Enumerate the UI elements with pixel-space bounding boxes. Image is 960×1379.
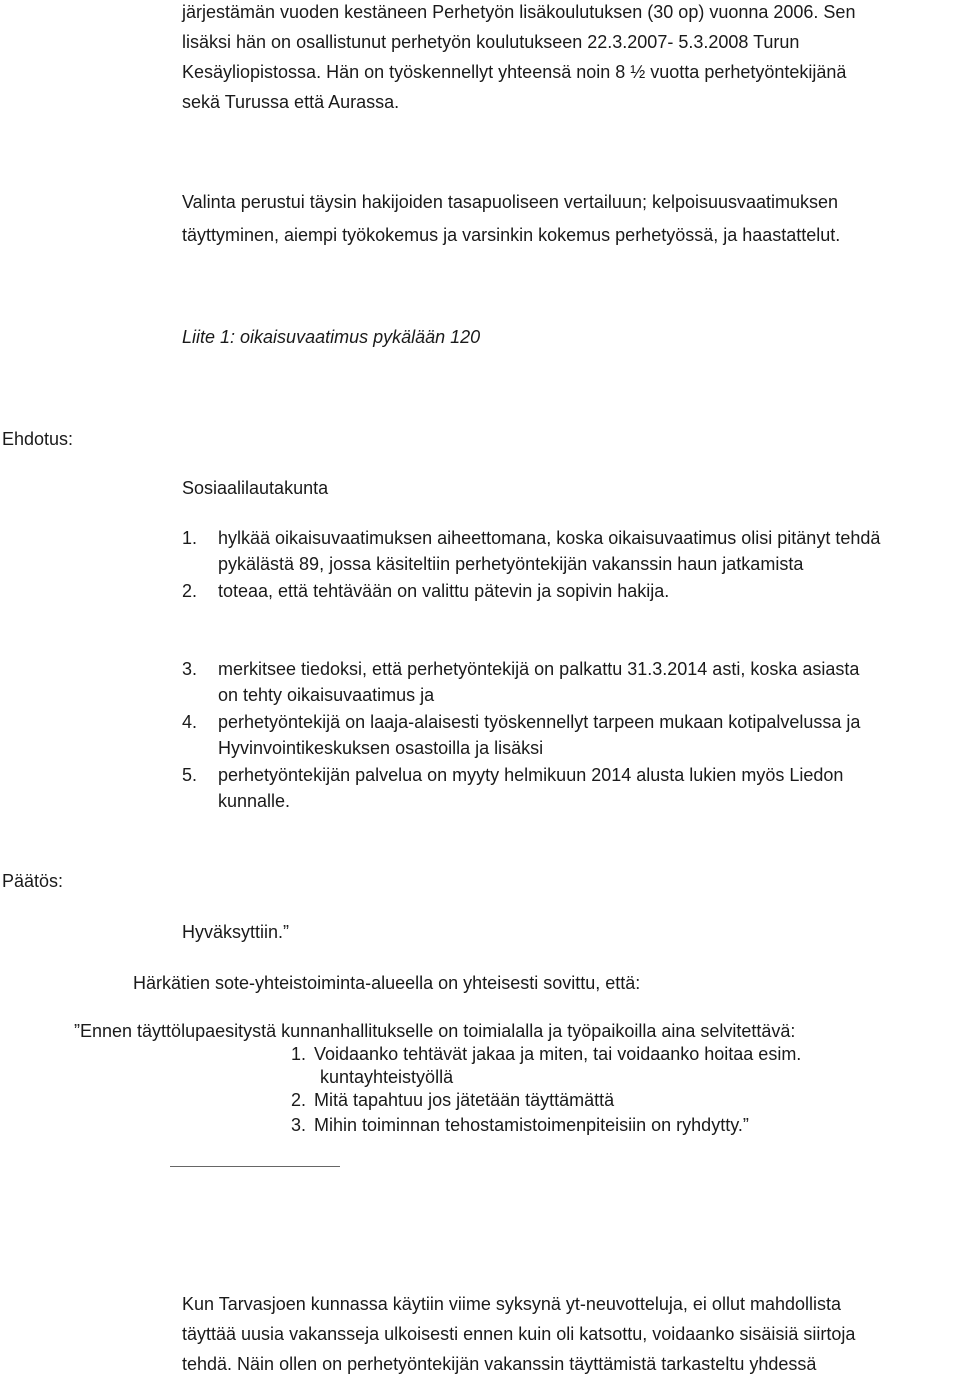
proposal-label: Ehdotus: — [2, 429, 74, 449]
closing-line: täyttää uusia vakansseja ulkoisesti ennen kuin oli katsottu, voidaanko sisäisiä siirtoja — [182, 1324, 856, 1344]
list-text: perhetyöntekijän palvelua on myyty helmikuun 2014 alusta lukien myös Liedon — [218, 765, 844, 785]
list-number: 4. — [182, 712, 198, 732]
list-text: merkitsee tiedoksi, että perhetyöntekijä on palkattu 31.3.2014 asti, koska asiasta — [218, 659, 860, 679]
list-number: 1. — [291, 1044, 307, 1064]
list-text: pykälästä 89, jossa käsiteltiin perhetyöntekijän vakanssin haun jatkamista — [218, 554, 804, 574]
list-number: 1. — [182, 528, 198, 548]
list-number: 2. — [291, 1090, 307, 1110]
list-number: 3. — [291, 1115, 307, 1135]
proposal-body: Sosiaalilautakunta — [182, 478, 329, 498]
list-text: Mitä tapahtuu jos jätetään täyttämättä — [314, 1090, 615, 1110]
list-number: 3. — [182, 659, 198, 679]
decision-label: Päätös: — [2, 871, 64, 891]
list-text: kunnalle. — [218, 791, 291, 811]
decision-body: Hyväksyttiin.” — [182, 922, 290, 942]
selection-line: Valinta perustui täysin hakijoiden tasapuoliseen vertailuun; kelpoisuusvaatimuksen — [182, 192, 839, 212]
attachment-reference: Liite 1: oikaisuvaatimus pykälään 120 — [182, 327, 481, 347]
list-text: perhetyöntekijä on laaja-alaisesti työskennellyt tarpeen mukaan kotipalvelussa ja — [218, 712, 861, 732]
closing-line: tehdä. Näin ollen on perhetyöntekijän vakanssin täyttämistä tarkasteltu yhdessä — [182, 1354, 817, 1374]
list-text: Voidaanko tehtävät jakaa ja miten, tai voidaanko hoitaa esim. — [314, 1044, 802, 1064]
intro-line: Kesäyliopistossa. Hän on työskennellyt yhteensä noin 8 ½ vuotta perhetyöntekijänä — [182, 62, 847, 82]
list-text: Hyvinvointikeskuksen osastoilla ja lisäksi — [218, 738, 544, 758]
cooperation-quote-intro: ”Ennen täyttölupaesitystä kunnanhallitukselle on toimialalla ja työpaikoilla aina selvitettävä: — [74, 1021, 796, 1041]
list-text: Mihin toiminnan tehostamistoimenpiteisiin on ryhdytty.” — [314, 1115, 749, 1135]
list-number: 5. — [182, 765, 198, 785]
list-text: on tehty oikaisuvaatimus ja — [218, 685, 435, 705]
list-number: 2. — [182, 581, 198, 601]
closing-line: Kun Tarvasjoen kunnassa käytiin viime syksynä yt-neuvotteluja, ei ollut mahdollista — [182, 1294, 842, 1314]
selection-line: täyttyminen, aiempi työkokemus ja varsinkin kokemus perhetyössä, ja haastattelut. — [182, 225, 841, 245]
intro-line: sekä Turussa että Aurassa. — [182, 92, 400, 112]
list-text: toteaa, että tehtävään on valittu pätevin ja sopivin hakija. — [218, 581, 670, 601]
cooperation-heading: Härkätien sote-yhteistoiminta-alueella on yhteisesti sovittu, että: — [133, 973, 641, 993]
intro-line: järjestämän vuoden kestäneen Perhetyön lisäkoulutuksen (30 op) vuonna 2006. Sen — [182, 2, 856, 22]
intro-line: lisäksi hän on osallistunut perhetyön koulutukseen 22.3.2007- 5.3.2008 Turun — [182, 32, 800, 52]
list-text: kuntayhteistyöllä — [320, 1067, 454, 1087]
list-text: hylkää oikaisuvaatimuksen aiheettomana, koska oikaisuvaatimus olisi pitänyt tehdä — [218, 528, 881, 548]
separator-rule — [170, 1166, 340, 1167]
